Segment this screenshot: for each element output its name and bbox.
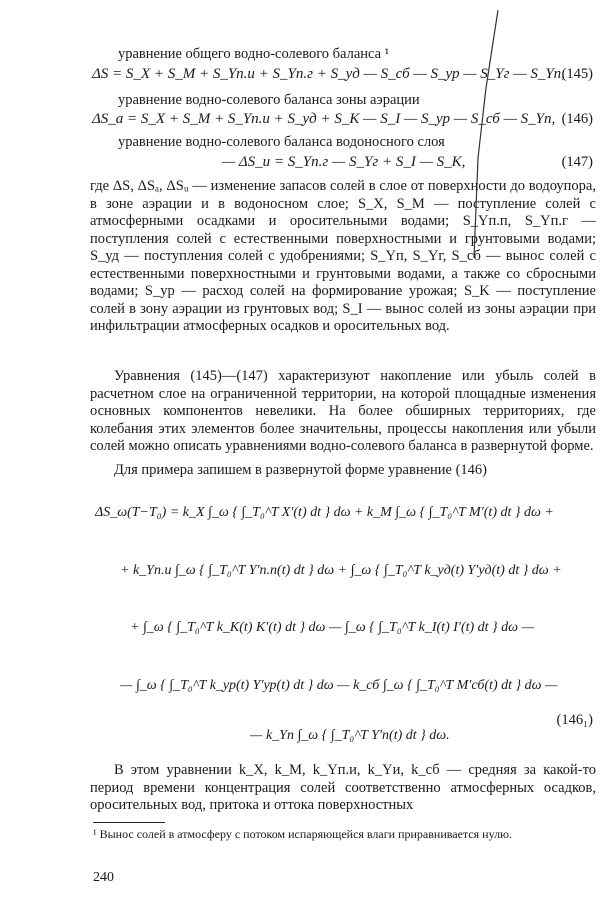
paragraph-coefficients (90, 762, 596, 815)
footnote: ¹ Вынос солей в атмосферу с потоком испаряющейся влаги приравнивается нулю. (93, 827, 513, 841)
equation-145-number: (145) (561, 66, 593, 82)
paragraph-coefficients-text: В этом уравнении k_X, k_M, k_Yп.и, k_Yи, k_сб — средняя за какой-то период времени концентрация солей соответственно атмосферных осадков, оросительных вод, притока и оттока поверхностных (90, 762, 596, 813)
text-line-3: уравнение водно-солевого баланса водоносного слоя (118, 134, 445, 150)
text-line-1: уравнение общего водно-солевого баланса ¹ (118, 46, 390, 62)
big-equation-row-2: + k_Yп.и ∫_ω { ∫_T₀^T Y′п.п(t) dt } dω + ∫_ω { ∫_T₀^T k_уд(t) Y′уд(t) dt } dω + (120, 563, 562, 578)
paragraph-definitions (90, 178, 596, 336)
big-equation-row-1: ΔS_ω(T−T₀) = k_X ∫_ω { ∫_T₀^T X′(t) dt } dω + k_M ∫_ω { ∫_T₀^T M′(t) dt } dω + (95, 505, 554, 520)
equation-145: ΔS = S_X + S_M + S_Yп.и + S_Yп.г + S_уд — S_сб — S_ур — S_Yг — S_Yп, (92, 66, 565, 82)
big-equation-row-5: — k_Yп ∫_ω { ∫_T₀^T Y′п(t) dt } dω. (250, 728, 450, 743)
paragraph-example (90, 462, 596, 480)
paragraph-definitions-text: где ΔS, ΔSₐ, ΔSᵤ — изменение запасов солей в слое от поверхности до водоупора, в зоне аэрации и в водоносном слое; S_X, S_M — поступление солей с атмосферными осадками и оросительными водами; S_Yп.п, S_Yп.г — поступления солей с естественными поверхностными и грунтовыми водами; S_уд — поступления солей с удобрениями; S_Yп, S_Yг, S_сб — вынос солей с естественными поверхностными и грунтовыми водами, а также со сбросными водами; S_ур — расход солей на формирование урожая; S_K — поступление солей в зону аэрации из грунтовых вод; S_I — вынос солей из зоны аэрации при инфильтрации атмосферных осадков и оросительных вод. (90, 178, 596, 334)
equation-147: — ΔS_и = S_Yп.г — S_Yг + S_I — S_K, (222, 154, 466, 170)
equation-147-number: (147) (561, 154, 593, 170)
equation-146-number: (146) (561, 111, 593, 127)
paragraph-equations-note-text: Уравнения (145)—(147) характеризуют накопление или убыль солей в расчетном слое на ограниченной территории, на которой площадные изменения основных компонентов невелики. На более обширных территориях, где колебания этих элементов более значительны, процессы накопления или убыли солей можно описать уравнениями водно-солевого баланса в развернутой форме. (90, 368, 596, 454)
big-equation-number: (146₁) (556, 712, 593, 728)
big-equation-row-4: — ∫_ω { ∫_T₀^T k_ур(t) Y′ур(t) dt } dω — k_сб ∫_ω { ∫_T₀^T M′сб(t) dt } dω — (120, 678, 558, 693)
page-number: 240 (93, 870, 114, 885)
footnote-rule (93, 822, 165, 823)
paragraph-equations-note (90, 368, 596, 456)
text-line-2: уравнение водно-солевого баланса зоны аэрации (118, 92, 420, 108)
paragraph-example-text: Для примера запишем в развернутой форме уравнение (146) (114, 462, 488, 478)
equation-146: ΔS_a = S_X + S_M + S_Yп.и + S_уд + S_K — S_I — S_ур — S_сб — S_Yп, (92, 111, 556, 127)
big-equation-row-3: + ∫_ω { ∫_T₀^T k_K(t) K′(t) dt } dω — ∫_ω { ∫_T₀^T k_I(t) I′(t) dt } dω — (130, 620, 534, 635)
